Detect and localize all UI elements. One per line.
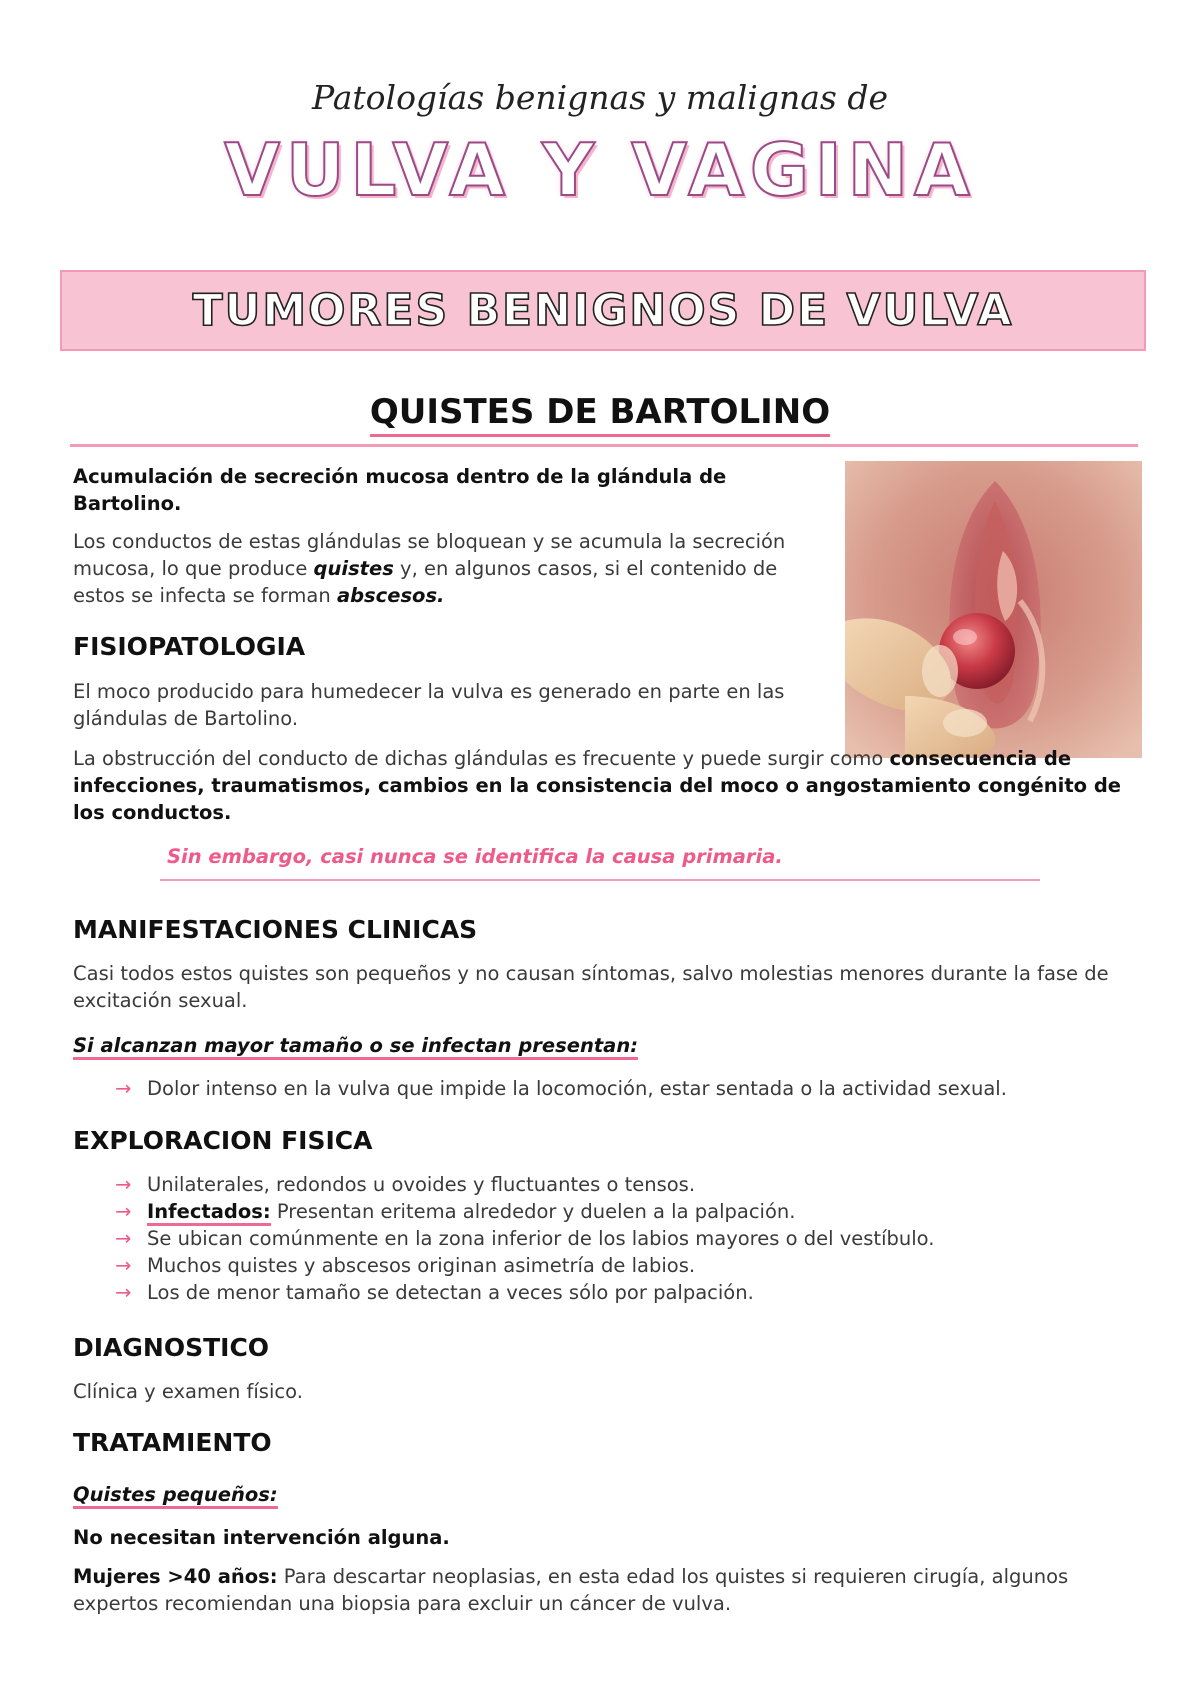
script-title: Patologías benignas y malignas de	[311, 78, 888, 117]
arrow-right-icon: →	[115, 1254, 132, 1277]
list-item-text: Muchos quistes y abscesos originan asimetría de labios.	[147, 1254, 696, 1277]
arrow-right-icon: →	[115, 1200, 132, 1223]
fisiopatologia-p2-bold: consecuencia de infecciones, traumatismos, cambios en la consistencia del moco o angostamiento congénito de los conductos.	[73, 747, 1122, 824]
arrow-right-icon: →	[115, 1077, 132, 1100]
manifestaciones-p1: Casi todos estos quistes son pequeños y no causan síntomas, salvo molestias menores durante la fase de excitación sexual.	[73, 962, 1109, 1012]
section-title	[0, 392, 1200, 432]
fisiopatologia-p2	[73, 745, 1133, 826]
intro-text-c: y, en algunos casos, si el contenido de estos se infecta se forman	[73, 557, 778, 607]
list-item-text: Dolor intenso en la vulva que impide la locomoción, estar sentada o la actividad sexual.	[147, 1077, 1007, 1100]
section-title-text: QUISTES DE BARTOLINO	[370, 392, 830, 437]
manifestaciones-list	[115, 1075, 1007, 1102]
intro-definition: Acumulación de secreción mucosa dentro de la glándula de Bartolino.	[73, 465, 727, 515]
tratamiento-p1: No necesitan intervención alguna.	[73, 1526, 450, 1549]
tratamiento-subheading-text: Quistes pequeños:	[73, 1483, 278, 1509]
main-title: VULVA Y VAGINA	[224, 128, 976, 212]
intro-paragraph	[73, 528, 813, 609]
list-item-label: Infectados:	[147, 1200, 271, 1226]
list-item	[115, 1225, 934, 1252]
list-item	[115, 1171, 934, 1198]
arrow-right-icon: →	[115, 1281, 132, 1304]
fisiopatologia-p2-text: La obstrucción del conducto de dichas glándulas es frecuente y puede surgir como	[73, 747, 890, 770]
tratamiento-subheading	[73, 1483, 278, 1506]
list-item-text: Se ubican comúnmente en la zona inferior de los labios mayores o del vestíbulo.	[147, 1227, 935, 1250]
fisiopatologia-p1: El moco producido para humedecer la vulva es generado en parte en las glándulas de Bartolino.	[73, 680, 785, 730]
list-item-text: Presentan eritema alrededor y duelen a la palpación.	[270, 1200, 796, 1223]
list-item-text: Los de menor tamaño se detectan a veces sólo por palpación.	[147, 1281, 754, 1304]
intro-term-quistes: quistes	[313, 557, 394, 580]
heading-exploracion: EXPLORACION FISICA	[73, 1126, 373, 1155]
section-banner	[60, 270, 1146, 351]
arrow-right-icon: →	[115, 1173, 132, 1196]
heading-diagnostico: DIAGNOSTICO	[73, 1333, 270, 1362]
list-item-text: Unilaterales, redondos u ovoides y fluctuantes o tensos.	[147, 1173, 696, 1196]
anatomy-illustration-svg	[845, 461, 1142, 758]
list-item	[115, 1252, 934, 1279]
arrow-right-icon: →	[115, 1227, 132, 1250]
exploracion-list	[115, 1171, 934, 1306]
list-item	[115, 1279, 934, 1306]
list-item	[115, 1075, 1007, 1102]
heading-fisiopatologia: FISIOPATOLOGIA	[73, 632, 306, 661]
intro-term-abscesos: abscesos.	[336, 584, 445, 607]
tratamiento-p2-text: Para descartar neoplasias, en esta edad los quistes si requieren cirugía, algunos expertos recomiendan una biopsia para excluir un cáncer de vulva.	[73, 1565, 1069, 1615]
section-divider	[70, 444, 1138, 447]
manifestaciones-subheading	[73, 1034, 638, 1057]
banner-title: TUMORES BENIGNOS DE VULVA	[192, 285, 1014, 336]
note-underline	[160, 879, 1040, 881]
tratamiento-p2	[73, 1563, 1143, 1617]
list-item	[115, 1198, 934, 1225]
anatomy-illustration	[845, 461, 1142, 758]
heading-tratamiento: TRATAMIENTO	[73, 1428, 272, 1457]
intro-text-a: Los conductos de estas glándulas se bloquean y se acumula la secreción mucosa, lo que produce	[73, 530, 786, 580]
pink-note: Sin embargo, casi nunca se identifica la causa primaria.	[167, 845, 783, 868]
heading-manifestaciones: MANIFESTACIONES CLINICAS	[73, 915, 478, 944]
diagnostico-p1: Clínica y examen físico.	[73, 1380, 303, 1403]
tratamiento-p2-label: Mujeres >40 años:	[73, 1565, 278, 1588]
manifestaciones-subheading-text: Si alcanzan mayor tamaño o se infectan presentan:	[73, 1034, 638, 1060]
